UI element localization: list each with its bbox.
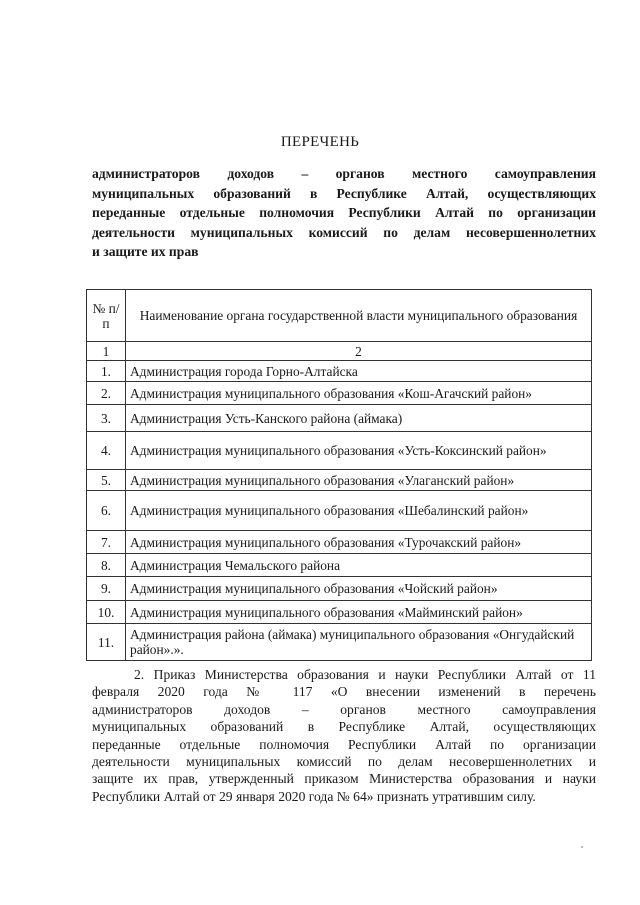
- row-num: 11.: [87, 624, 126, 661]
- index-num: 1: [87, 342, 126, 361]
- row-num: 3.: [87, 405, 126, 432]
- table-row: [87, 601, 592, 624]
- row-num: 1.: [87, 361, 126, 382]
- row-num: 6.: [87, 491, 126, 531]
- paragraph-line: деятельности муниципальных комиссий по делам несовершеннолетних и: [92, 754, 596, 770]
- row-num: 2.: [87, 382, 126, 405]
- row-name: Администрация Усть-Канского района (аймака): [126, 405, 592, 432]
- table-row: [87, 491, 592, 531]
- table-row: [87, 405, 592, 432]
- paragraph-line: защите их прав, утвержденный приказом Министерства образования и науки: [92, 771, 596, 787]
- body-paragraph: [92, 666, 596, 805]
- table-row: [87, 432, 592, 470]
- paragraph-line: администраторов доходов – органов местного самоуправления: [92, 701, 596, 717]
- row-num: 9.: [87, 577, 126, 601]
- paragraph-line: переданные отдельные полномочия Республики Алтай по организации: [92, 736, 596, 752]
- row-name: Администрация района (аймака) муниципального образования «Онгудайский район».».: [126, 624, 592, 661]
- header-num: № п/п: [87, 290, 126, 342]
- table-row: [87, 470, 592, 491]
- document-title: ПЕРЕЧЕНЬ: [280, 134, 360, 150]
- index-name: 2: [126, 342, 592, 361]
- table-header-row: [87, 290, 592, 342]
- subtitle-line: деятельности муниципальных комиссий по делам несовершеннолетних: [92, 224, 596, 240]
- paragraph-line: 2. Приказ Министерства образования и науки Республики Алтай от 11: [134, 667, 596, 682]
- paragraph-line: муниципальных образований в Республике Алтай, осуществляющих: [92, 719, 596, 735]
- subtitle-line: переданные отдельные полномочия Республики Алтай по организации: [92, 205, 596, 221]
- table-row: [87, 531, 592, 554]
- row-name: Администрация муниципального образования «Шебалинский район»: [126, 491, 592, 531]
- row-name: Администрация муниципального образования «Усть-Коксинский район»: [126, 432, 592, 470]
- table-row: [87, 624, 592, 661]
- row-name: Администрация муниципального образования «Турочакский район»: [126, 531, 592, 554]
- row-num: 4.: [87, 432, 126, 470]
- subtitle-line: администраторов доходов – органов местного самоуправления: [92, 166, 596, 181]
- table-row: [87, 554, 592, 577]
- row-name: Администрация Чемальского района: [126, 554, 592, 577]
- administrators-table: [86, 289, 592, 661]
- row-num: 10.: [87, 601, 126, 624]
- row-num: 8.: [87, 554, 126, 577]
- scan-speck: [581, 846, 583, 848]
- row-num: 5.: [87, 470, 126, 491]
- row-name: Администрация муниципального образования «Кош-Агачский район»: [126, 382, 592, 405]
- row-num: 7.: [87, 531, 126, 554]
- row-name: Администрация муниципального образования «Майминский район»: [126, 601, 592, 624]
- subtitle-line: и защите их прав: [92, 244, 199, 260]
- row-name: Администрация муниципального образования «Улаганский район»: [126, 470, 592, 491]
- table-row: [87, 577, 592, 601]
- row-name: Администрация муниципального образования «Чойский район»: [126, 577, 592, 601]
- row-name: Администрация города Горно-Алтайска: [126, 361, 592, 382]
- document-subtitle: [92, 164, 596, 262]
- paragraph-line: Республики Алтай от 29 января 2020 года № 64» признать утратившим силу.: [92, 788, 536, 804]
- table-row: [87, 382, 592, 405]
- subtitle-line: муниципальных образований в Республике Алтай, осуществляющих: [92, 185, 596, 201]
- paragraph-line: февраля 2020 года № 117 «О внесении изменений в перечень: [92, 684, 596, 700]
- table-index-row: [87, 342, 592, 361]
- table-row: [87, 361, 592, 382]
- header-name: Наименование органа государственной власти муниципального образования: [126, 290, 592, 342]
